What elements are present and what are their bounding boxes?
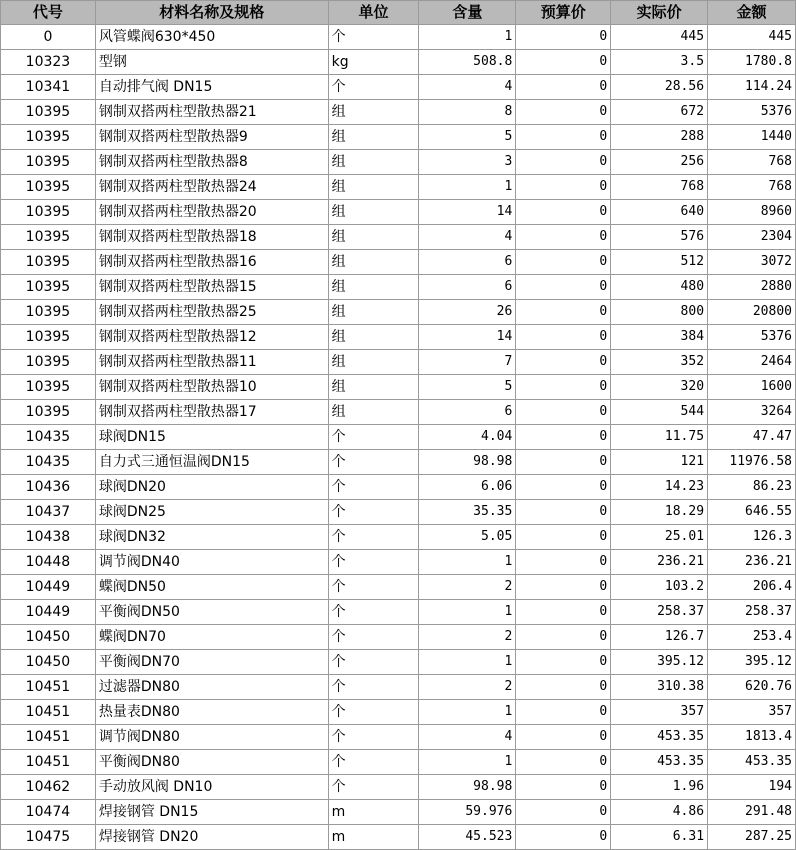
cell-code[interactable]: 10437 [1, 500, 96, 525]
cell-code[interactable]: 10395 [1, 325, 96, 350]
cell-code[interactable]: 10395 [1, 375, 96, 400]
cell-budget-price[interactable]: 0 [516, 650, 611, 675]
cell-code[interactable]: 10341 [1, 75, 96, 100]
cell-material-name[interactable]: 钢制双搭两柱型散热器17 [95, 400, 328, 425]
cell-unit[interactable]: 个 [328, 550, 419, 575]
cell-quantity[interactable]: 59.976 [419, 800, 516, 825]
cell-material-name[interactable]: 风管蝶阀630*450 [95, 25, 328, 50]
header-budget-price[interactable]: 预算价 [516, 1, 611, 25]
cell-actual-price[interactable]: 395.12 [611, 650, 708, 675]
cell-quantity[interactable]: 35.35 [419, 500, 516, 525]
cell-amount[interactable]: 453.35 [708, 750, 796, 775]
cell-budget-price[interactable]: 0 [516, 500, 611, 525]
cell-actual-price[interactable]: 25.01 [611, 525, 708, 550]
cell-code[interactable]: 10449 [1, 575, 96, 600]
cell-amount[interactable]: 5376 [708, 100, 796, 125]
table-row [1, 825, 796, 850]
cell-actual-price[interactable]: 258.37 [611, 600, 708, 625]
cell-budget-price[interactable]: 0 [516, 600, 611, 625]
cell-unit[interactable]: 个 [328, 600, 419, 625]
cell-unit[interactable]: 个 [328, 425, 419, 450]
cell-unit[interactable]: m [328, 800, 419, 825]
cell-amount[interactable]: 768 [708, 175, 796, 200]
cell-quantity[interactable]: 5.05 [419, 525, 516, 550]
cell-quantity[interactable]: 1 [419, 700, 516, 725]
cell-budget-price[interactable]: 0 [516, 375, 611, 400]
cell-actual-price[interactable]: 121 [611, 450, 708, 475]
cell-actual-price[interactable]: 28.56 [611, 75, 708, 100]
cell-amount[interactable]: 1813.4 [708, 725, 796, 750]
cell-actual-price[interactable]: 640 [611, 200, 708, 225]
cell-code[interactable]: 10435 [1, 450, 96, 475]
cell-quantity[interactable]: 2 [419, 675, 516, 700]
cell-unit[interactable]: 个 [328, 475, 419, 500]
cell-material-name[interactable]: 钢制双搭两柱型散热器11 [95, 350, 328, 375]
cell-amount[interactable]: 1440 [708, 125, 796, 150]
cell-unit[interactable]: m [328, 825, 419, 850]
cell-material-name[interactable]: 钢制双搭两柱型散热器8 [95, 150, 328, 175]
cell-unit[interactable]: 组 [328, 100, 419, 125]
cell-amount[interactable]: 206.4 [708, 575, 796, 600]
cell-actual-price[interactable]: 1.96 [611, 775, 708, 800]
cell-amount[interactable]: 20800 [708, 300, 796, 325]
cell-actual-price[interactable]: 6.31 [611, 825, 708, 850]
cell-quantity[interactable]: 98.98 [419, 775, 516, 800]
cell-material-name[interactable]: 蝶阀DN70 [95, 625, 328, 650]
cell-amount[interactable]: 395.12 [708, 650, 796, 675]
cell-code[interactable]: 10436 [1, 475, 96, 500]
cell-code[interactable]: 0 [1, 25, 96, 50]
cell-budget-price[interactable]: 0 [516, 200, 611, 225]
cell-material-name[interactable]: 平衡阀DN70 [95, 650, 328, 675]
cell-unit[interactable]: 个 [328, 575, 419, 600]
cell-material-name[interactable]: 型钢 [95, 50, 328, 75]
cell-quantity[interactable]: 8 [419, 100, 516, 125]
table-row [1, 475, 796, 500]
cell-unit[interactable]: 个 [328, 75, 419, 100]
cell-code[interactable]: 10474 [1, 800, 96, 825]
cell-actual-price[interactable]: 18.29 [611, 500, 708, 525]
cell-quantity[interactable]: 4 [419, 225, 516, 250]
cell-material-name[interactable]: 钢制双搭两柱型散热器12 [95, 325, 328, 350]
cell-unit[interactable]: 组 [328, 275, 419, 300]
cell-material-name[interactable]: 过滤器DN80 [95, 675, 328, 700]
cell-unit[interactable]: 组 [328, 375, 419, 400]
table-row [1, 375, 796, 400]
cell-unit[interactable]: 组 [328, 300, 419, 325]
cell-actual-price[interactable]: 11.75 [611, 425, 708, 450]
cell-unit[interactable]: 组 [328, 250, 419, 275]
header-unit[interactable]: 单位 [328, 1, 419, 25]
cell-amount[interactable]: 1780.8 [708, 50, 796, 75]
cell-budget-price[interactable]: 0 [516, 750, 611, 775]
cell-unit[interactable]: 组 [328, 400, 419, 425]
cell-budget-price[interactable]: 0 [516, 300, 611, 325]
cell-material-name[interactable]: 球阀DN25 [95, 500, 328, 525]
cell-material-name[interactable]: 钢制双搭两柱型散热器10 [95, 375, 328, 400]
table-row [1, 725, 796, 750]
header-actual-price[interactable]: 实际价 [611, 1, 708, 25]
cell-amount[interactable]: 2880 [708, 275, 796, 300]
cell-material-name[interactable]: 钢制双搭两柱型散热器21 [95, 100, 328, 125]
cell-quantity[interactable]: 45.523 [419, 825, 516, 850]
cell-code[interactable]: 10395 [1, 225, 96, 250]
cell-budget-price[interactable]: 0 [516, 175, 611, 200]
cell-material-name[interactable]: 钢制双搭两柱型散热器16 [95, 250, 328, 275]
cell-code[interactable]: 10438 [1, 525, 96, 550]
cell-budget-price[interactable]: 0 [516, 525, 611, 550]
cell-unit[interactable]: 个 [328, 775, 419, 800]
cell-quantity[interactable]: 6 [419, 400, 516, 425]
table-row [1, 425, 796, 450]
cell-quantity[interactable]: 7 [419, 350, 516, 375]
cell-code[interactable]: 10323 [1, 50, 96, 75]
cell-quantity[interactable]: 508.8 [419, 50, 516, 75]
cell-budget-price[interactable]: 0 [516, 250, 611, 275]
cell-unit[interactable]: 个 [328, 525, 419, 550]
cell-material-name[interactable]: 平衡阀DN50 [95, 600, 328, 625]
table-row [1, 325, 796, 350]
cell-actual-price[interactable]: 768 [611, 175, 708, 200]
cell-code[interactable]: 10450 [1, 625, 96, 650]
cell-material-name[interactable]: 自动排气阀 DN15 [95, 75, 328, 100]
table-row [1, 550, 796, 575]
table-row [1, 750, 796, 775]
cell-unit[interactable]: 组 [328, 325, 419, 350]
cell-unit[interactable]: 个 [328, 725, 419, 750]
cell-unit[interactable]: 组 [328, 225, 419, 250]
cell-material-name[interactable]: 钢制双搭两柱型散热器18 [95, 225, 328, 250]
cell-amount[interactable]: 1600 [708, 375, 796, 400]
cell-amount[interactable]: 5376 [708, 325, 796, 350]
table-row [1, 675, 796, 700]
cell-actual-price[interactable]: 453.35 [611, 725, 708, 750]
cell-budget-price[interactable]: 0 [516, 100, 611, 125]
table-body [1, 25, 796, 850]
cell-unit[interactable]: 组 [328, 125, 419, 150]
cell-unit[interactable]: 个 [328, 700, 419, 725]
cell-budget-price[interactable]: 0 [516, 150, 611, 175]
cell-code[interactable]: 10451 [1, 700, 96, 725]
cell-code[interactable]: 10451 [1, 675, 96, 700]
table-row [1, 175, 796, 200]
cell-unit[interactable]: 个 [328, 650, 419, 675]
cell-amount[interactable]: 236.21 [708, 550, 796, 575]
table-row [1, 150, 796, 175]
cell-code[interactable]: 10395 [1, 275, 96, 300]
cell-material-name[interactable]: 调节阀DN40 [95, 550, 328, 575]
cell-amount[interactable]: 8960 [708, 200, 796, 225]
cell-quantity[interactable]: 26 [419, 300, 516, 325]
table-row [1, 100, 796, 125]
cell-actual-price[interactable]: 310.38 [611, 675, 708, 700]
cell-budget-price[interactable]: 0 [516, 475, 611, 500]
table-row [1, 350, 796, 375]
cell-material-name[interactable]: 球阀DN15 [95, 425, 328, 450]
cell-material-name[interactable]: 蝶阀DN50 [95, 575, 328, 600]
cell-quantity[interactable]: 5 [419, 375, 516, 400]
cell-actual-price[interactable]: 126.7 [611, 625, 708, 650]
cell-actual-price[interactable]: 357 [611, 700, 708, 725]
cell-actual-price[interactable]: 800 [611, 300, 708, 325]
cell-code[interactable]: 10449 [1, 600, 96, 625]
cell-code[interactable]: 10395 [1, 300, 96, 325]
cell-actual-price[interactable]: 236.21 [611, 550, 708, 575]
cell-budget-price[interactable]: 0 [516, 425, 611, 450]
header-code[interactable]: 代号 [1, 1, 96, 25]
cell-amount[interactable]: 2304 [708, 225, 796, 250]
cell-material-name[interactable]: 平衡阀DN80 [95, 750, 328, 775]
cell-code[interactable]: 10395 [1, 250, 96, 275]
cell-code[interactable]: 10395 [1, 175, 96, 200]
cell-amount[interactable]: 287.25 [708, 825, 796, 850]
cell-quantity[interactable]: 14 [419, 325, 516, 350]
cell-budget-price[interactable]: 0 [516, 400, 611, 425]
cell-material-name[interactable]: 热量表DN80 [95, 700, 328, 725]
cell-quantity[interactable]: 98.98 [419, 450, 516, 475]
cell-unit[interactable]: 组 [328, 200, 419, 225]
cell-quantity[interactable]: 5 [419, 125, 516, 150]
cell-actual-price[interactable]: 288 [611, 125, 708, 150]
cell-code[interactable]: 10450 [1, 650, 96, 675]
cell-actual-price[interactable]: 320 [611, 375, 708, 400]
cell-code[interactable]: 10395 [1, 200, 96, 225]
header-material-name[interactable]: 材料名称及规格 [95, 1, 328, 25]
cell-actual-price[interactable]: 384 [611, 325, 708, 350]
table-row [1, 525, 796, 550]
cell-budget-price[interactable]: 0 [516, 275, 611, 300]
cell-actual-price[interactable]: 352 [611, 350, 708, 375]
cell-unit[interactable]: 组 [328, 175, 419, 200]
cell-unit[interactable]: 个 [328, 500, 419, 525]
cell-quantity[interactable]: 3 [419, 150, 516, 175]
cell-quantity[interactable]: 6 [419, 250, 516, 275]
cell-budget-price[interactable]: 0 [516, 350, 611, 375]
table-row [1, 25, 796, 50]
cell-code[interactable]: 10448 [1, 550, 96, 575]
table-row [1, 575, 796, 600]
cell-unit[interactable]: 个 [328, 750, 419, 775]
cell-material-name[interactable]: 焊接钢管 DN15 [95, 800, 328, 825]
cell-amount[interactable]: 357 [708, 700, 796, 725]
cell-budget-price[interactable]: 0 [516, 625, 611, 650]
cell-code[interactable]: 10395 [1, 350, 96, 375]
cell-actual-price[interactable]: 4.86 [611, 800, 708, 825]
cell-quantity[interactable]: 1 [419, 550, 516, 575]
cell-budget-price[interactable]: 0 [516, 75, 611, 100]
cell-code[interactable]: 10395 [1, 400, 96, 425]
cell-unit[interactable]: 组 [328, 150, 419, 175]
cell-actual-price[interactable]: 576 [611, 225, 708, 250]
cell-amount[interactable]: 768 [708, 150, 796, 175]
cell-budget-price[interactable]: 0 [516, 325, 611, 350]
cell-quantity[interactable]: 4 [419, 75, 516, 100]
cell-quantity[interactable]: 6 [419, 275, 516, 300]
cell-actual-price[interactable]: 14.23 [611, 475, 708, 500]
table-row [1, 200, 796, 225]
cell-quantity[interactable]: 1 [419, 25, 516, 50]
cell-budget-price[interactable]: 0 [516, 775, 611, 800]
cell-amount[interactable]: 3072 [708, 250, 796, 275]
cell-amount[interactable]: 445 [708, 25, 796, 50]
header-amount[interactable]: 金额 [708, 1, 796, 25]
cell-code[interactable]: 10475 [1, 825, 96, 850]
cell-actual-price[interactable]: 480 [611, 275, 708, 300]
cell-actual-price[interactable]: 3.5 [611, 50, 708, 75]
cell-quantity[interactable]: 1 [419, 750, 516, 775]
cell-budget-price[interactable]: 0 [516, 700, 611, 725]
cell-amount[interactable]: 47.47 [708, 425, 796, 450]
table-row [1, 650, 796, 675]
cell-amount[interactable]: 2464 [708, 350, 796, 375]
cell-budget-price[interactable]: 0 [516, 125, 611, 150]
cell-amount[interactable]: 114.24 [708, 75, 796, 100]
table-row [1, 75, 796, 100]
cell-amount[interactable]: 646.55 [708, 500, 796, 525]
cell-amount[interactable]: 620.76 [708, 675, 796, 700]
cell-material-name[interactable]: 自力式三通恒温阀DN15 [95, 450, 328, 475]
cell-amount[interactable]: 126.3 [708, 525, 796, 550]
cell-actual-price[interactable]: 544 [611, 400, 708, 425]
table-row [1, 775, 796, 800]
table-row [1, 225, 796, 250]
cell-quantity[interactable]: 4 [419, 725, 516, 750]
cell-code[interactable]: 10395 [1, 150, 96, 175]
cell-material-name[interactable]: 球阀DN20 [95, 475, 328, 500]
cell-unit[interactable]: kg [328, 50, 419, 75]
cell-budget-price[interactable]: 0 [516, 675, 611, 700]
table-row [1, 125, 796, 150]
cell-code[interactable]: 10395 [1, 125, 96, 150]
cell-budget-price[interactable]: 0 [516, 550, 611, 575]
cell-actual-price[interactable]: 453.35 [611, 750, 708, 775]
cell-material-name[interactable]: 球阀DN32 [95, 525, 328, 550]
table-row [1, 275, 796, 300]
cell-code[interactable]: 10435 [1, 425, 96, 450]
cell-code[interactable]: 10395 [1, 100, 96, 125]
cell-budget-price[interactable]: 0 [516, 575, 611, 600]
cell-actual-price[interactable]: 672 [611, 100, 708, 125]
cell-amount[interactable]: 11976.58 [708, 450, 796, 475]
cell-amount[interactable]: 86.23 [708, 475, 796, 500]
cell-actual-price[interactable]: 256 [611, 150, 708, 175]
cell-actual-price[interactable]: 512 [611, 250, 708, 275]
cell-amount[interactable]: 258.37 [708, 600, 796, 625]
table-row [1, 450, 796, 475]
cell-amount[interactable]: 3264 [708, 400, 796, 425]
cell-quantity[interactable]: 1 [419, 600, 516, 625]
cell-amount[interactable]: 194 [708, 775, 796, 800]
cell-amount[interactable]: 291.48 [708, 800, 796, 825]
cell-code[interactable]: 10451 [1, 750, 96, 775]
cell-material-name[interactable]: 钢制双搭两柱型散热器24 [95, 175, 328, 200]
cell-quantity[interactable]: 2 [419, 625, 516, 650]
cell-quantity[interactable]: 1 [419, 175, 516, 200]
cell-unit[interactable]: 个 [328, 625, 419, 650]
cell-actual-price[interactable]: 103.2 [611, 575, 708, 600]
cell-unit[interactable]: 个 [328, 450, 419, 475]
header-quantity[interactable]: 含量 [419, 1, 516, 25]
cell-budget-price[interactable]: 0 [516, 800, 611, 825]
cell-quantity[interactable]: 1 [419, 650, 516, 675]
table-row [1, 50, 796, 75]
table-row [1, 600, 796, 625]
table-row [1, 250, 796, 275]
cell-budget-price[interactable]: 0 [516, 50, 611, 75]
cell-actual-price[interactable]: 445 [611, 25, 708, 50]
cell-code[interactable]: 10462 [1, 775, 96, 800]
cell-budget-price[interactable]: 0 [516, 225, 611, 250]
table-row [1, 800, 796, 825]
header-row [1, 1, 796, 25]
cell-unit[interactable]: 个 [328, 675, 419, 700]
cell-quantity[interactable]: 2 [419, 575, 516, 600]
cell-amount[interactable]: 253.4 [708, 625, 796, 650]
cell-material-name[interactable]: 调节阀DN80 [95, 725, 328, 750]
cell-quantity[interactable]: 14 [419, 200, 516, 225]
table-row [1, 700, 796, 725]
cell-quantity[interactable]: 6.06 [419, 475, 516, 500]
cell-material-name[interactable]: 手动放风阀 DN10 [95, 775, 328, 800]
cell-budget-price[interactable]: 0 [516, 450, 611, 475]
cell-budget-price[interactable]: 0 [516, 725, 611, 750]
cell-unit[interactable]: 个 [328, 25, 419, 50]
cell-material-name[interactable]: 钢制双搭两柱型散热器20 [95, 200, 328, 225]
cell-material-name[interactable]: 焊接钢管 DN20 [95, 825, 328, 850]
cell-material-name[interactable]: 钢制双搭两柱型散热器9 [95, 125, 328, 150]
cell-material-name[interactable]: 钢制双搭两柱型散热器15 [95, 275, 328, 300]
table-row [1, 300, 796, 325]
table-row [1, 400, 796, 425]
table-row [1, 625, 796, 650]
cell-quantity[interactable]: 4.04 [419, 425, 516, 450]
cell-unit[interactable]: 组 [328, 350, 419, 375]
cell-budget-price[interactable]: 0 [516, 825, 611, 850]
cell-material-name[interactable]: 钢制双搭两柱型散热器25 [95, 300, 328, 325]
cell-code[interactable]: 10451 [1, 725, 96, 750]
cell-budget-price[interactable]: 0 [516, 25, 611, 50]
table-row [1, 500, 796, 525]
